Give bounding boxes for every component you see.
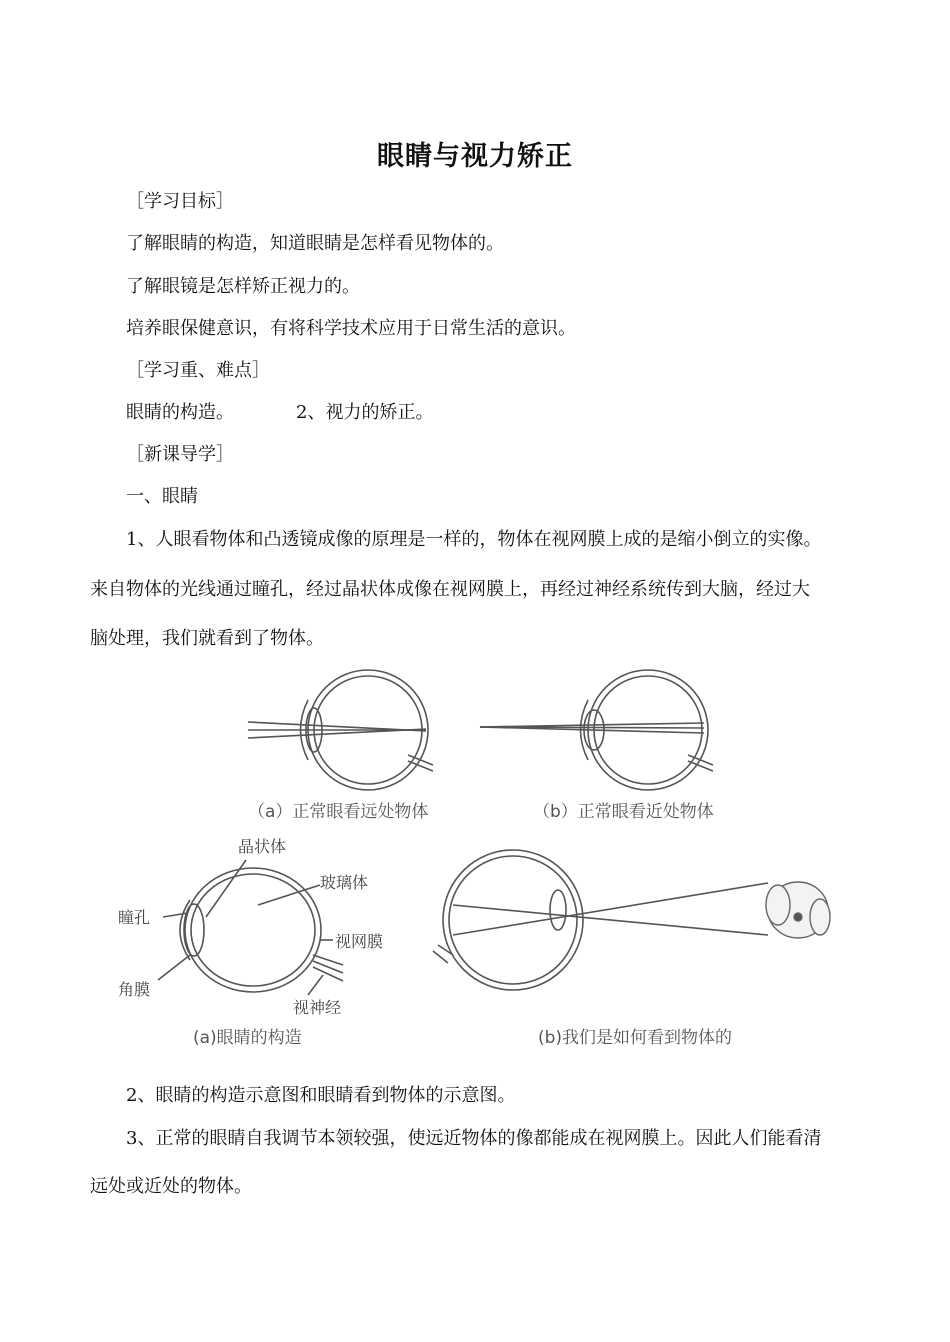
paragraph-3-line-1: 3、正常的眼睛自我调节本领较强，使远近物体的像都能成在视网膜上。因此人们能看清 [126,1128,822,1149]
label-pupil: 瞳孔 [118,908,151,927]
new-lesson-header: ［新课导学］ [126,444,234,465]
paragraph-3-line-2: 远处或近处的物体。 [90,1176,252,1197]
paragraph-1-line-1: 1、人眼看物体和凸透镜成像的原理是一样的，物体在视网膜上成的是缩小倒立的实像。 [126,529,822,550]
label-lens: 晶状体 [238,837,287,856]
caption-a-bottom: (a)眼睛的构造 [193,1028,302,1048]
paragraph-1-line-2: 来自物体的光线通过瞳孔，经过晶状体成像在视网膜上，再经过神经系统传到大脑，经过大 [90,579,810,600]
eye-near-diagram [480,670,713,790]
label-retina: 视网膜 [335,932,384,951]
objective-3: 培养眼保健意识，有将科学技术应用于日常生活的意识。 [126,318,576,339]
paragraph-2: 2、眼睛的构造示意图和眼睛看到物体的示意图。 [126,1085,516,1106]
key-point-1: 眼睛的构造。 [126,402,234,423]
key-point-2: 2、视力的矫正。 [296,402,434,423]
seeing-object-diagram [433,850,768,990]
page-title: 眼睛与视力矫正 [377,141,573,172]
eye-structure-diagram [158,860,343,995]
paragraph-1-line-3: 脑处理，我们就看到了物体。 [90,628,324,649]
dog-toy-icon [766,882,830,938]
eye-diagram-figure [108,655,868,1055]
objective-2: 了解眼镜是怎样矫正视力的。 [126,276,360,297]
key-points-header: ［学习重、难点］ [126,360,270,381]
key-points-items [126,398,433,424]
caption-a-top: （a）正常眼看远处物体 [248,802,429,822]
objective-1: 了解眼睛的构造，知道眼睛是怎样看见物体的。 [126,233,504,254]
section-heading: 一、眼睛 [126,486,198,507]
eye-far-diagram [248,670,433,790]
label-cornea: 角膜 [118,980,151,999]
caption-b-bottom: (b)我们是如何看到物体的 [538,1028,733,1048]
label-nerve: 视神经 [293,998,342,1017]
label-vitreous: 玻璃体 [320,873,369,892]
caption-b-top: （b）正常眼看近处物体 [533,802,714,822]
objectives-header: ［学习目标］ [126,191,234,212]
